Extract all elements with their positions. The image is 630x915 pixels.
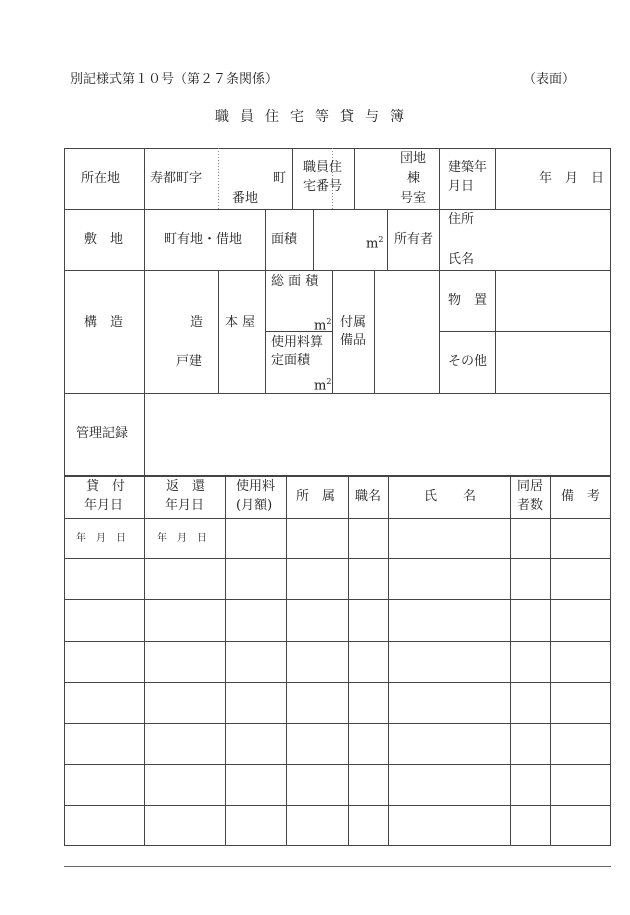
management-record-label: 管理記録: [76, 426, 129, 441]
annex-label-2: 備品: [340, 333, 367, 348]
total-area-unit: $m^2$: [314, 317, 332, 334]
annex-label-1: 付属: [340, 315, 367, 330]
main-building-label: 本 屋: [225, 315, 256, 330]
storage-label: 物 置: [448, 293, 488, 308]
return-date-header-2: 年月日: [165, 498, 205, 513]
notes-header: 備 考: [561, 489, 601, 504]
form-grid-lines: [64, 148, 611, 846]
fee-header-1: 使用料: [236, 479, 276, 494]
fee-header-2: (月額): [236, 498, 273, 513]
lend-date-cell[interactable]: 年 月 日: [76, 533, 126, 544]
document-title: 職員住宅等貸与簿: [215, 109, 415, 125]
owner-address-label: 住所: [448, 212, 475, 227]
department-header: 所 属: [296, 489, 336, 504]
name-header: 氏 名: [424, 489, 477, 504]
usage-area-label-2: 定面積: [271, 353, 311, 368]
position-header: 職名: [355, 489, 382, 504]
area-unit: $m^2$: [366, 235, 384, 252]
location-banchi: 番地: [232, 191, 259, 206]
cohabitant-header-1: 同居: [517, 479, 544, 494]
structure-label: 構 造: [84, 315, 124, 330]
location-town-field[interactable]: 寿都町字: [150, 171, 203, 186]
total-area-label: 総 面 積: [271, 274, 319, 289]
return-date-cell[interactable]: 年 月 日: [157, 533, 207, 544]
room-label: 号室: [400, 191, 427, 206]
return-date-header-1: 返 還: [166, 479, 206, 494]
owner-label: 所有者: [394, 232, 434, 247]
location-cho: 町: [273, 171, 287, 186]
register-form: [64, 148, 611, 846]
area-label: 面積: [271, 232, 298, 247]
structure-kodate: 戸建: [176, 354, 203, 369]
site-label: 敷 地: [84, 232, 124, 247]
cohabitant-header-2: 者数: [517, 498, 544, 513]
usage-area-unit: $m^2$: [314, 377, 332, 394]
usage-area-label-1: 使用料算: [271, 335, 324, 350]
lend-date-header-1: 貸 付: [86, 479, 126, 494]
structure-zou: 造: [190, 315, 204, 330]
housing-number-label-1: 職員住: [303, 160, 343, 175]
built-date-label-1: 建築年: [448, 160, 488, 175]
built-date-value[interactable]: 年 月 日: [539, 171, 605, 186]
built-date-label-2: 月日: [448, 179, 475, 194]
owner-name-label: 氏名: [448, 252, 475, 267]
location-label: 所在地: [81, 171, 121, 186]
building-label: 棟: [407, 171, 421, 186]
side-label: （表面）: [523, 72, 576, 87]
site-type: 町有地・借地: [164, 232, 243, 247]
footer-divider: [64, 866, 611, 867]
complex-label: 団地: [400, 151, 427, 166]
lend-date-header-2: 年月日: [84, 498, 124, 513]
form-number: 別記様式第１０号（第２７条関係）: [70, 72, 279, 87]
housing-number-label-2: 宅番号: [303, 179, 343, 194]
other-label: その他: [448, 354, 488, 369]
